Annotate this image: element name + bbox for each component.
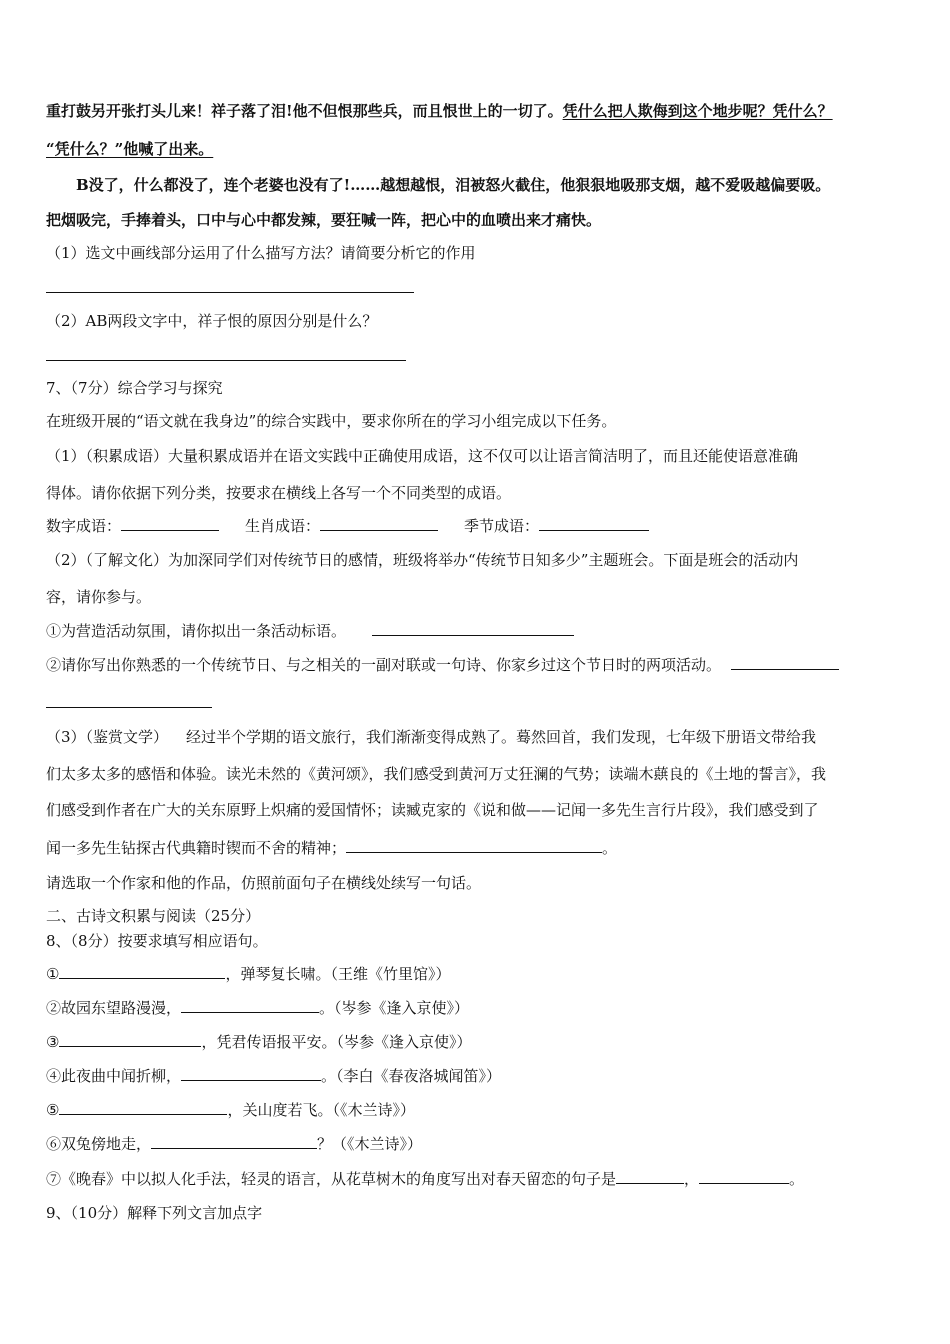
- q7-sub1-line-2: 得体。请你依据下列分类，按要求在横线上各写一个不同类型的成语。: [46, 484, 512, 502]
- q8-line-7: [46, 1169, 804, 1189]
- q8-line-4: [46, 1066, 501, 1086]
- q8-line-3: [46, 1032, 471, 1052]
- passage-p1-underlined: 凭什么把人欺侮到这个地步呢？凭什么？: [562, 102, 833, 120]
- q7-header: 7、（7分）综合学习与探究: [46, 379, 223, 397]
- section-2-header: 二、古诗文积累与阅读（25分）: [46, 907, 261, 925]
- q8-l7-mid: ，: [684, 1170, 700, 1188]
- q7-sub3-line-1: [46, 727, 816, 747]
- q8-l7-end: 。: [789, 1170, 805, 1188]
- q8-l4-pre: ④此夜曲中闻折柳，: [46, 1067, 182, 1085]
- festival-blank[interactable]: [731, 655, 839, 670]
- q8-l7-blank-2[interactable]: [699, 1169, 789, 1184]
- q7-sub3-label: （3）（鉴赏文学）: [46, 728, 169, 746]
- q6-sub1-answer-line[interactable]: [46, 292, 414, 293]
- q7-item-2-text: ②请你写出你熟悉的一个传统节日、与之相关的一副对联或一句诗、你家乡过这个节日时的两项活动。: [46, 656, 722, 674]
- q7-sub3-line-4-end: 。: [602, 839, 618, 857]
- q8-l4-post: 。（李白《春夜洛城闻笛》）: [321, 1067, 502, 1085]
- slogan-blank[interactable]: [372, 621, 574, 636]
- q8-l1-blank[interactable]: [59, 964, 225, 979]
- q7-item-1: [46, 621, 574, 641]
- idiom-zodiac-label: 生肖成语：: [245, 517, 321, 535]
- q6-sub2: （2）AB两段文字中，祥子恨的原因分别是什么？: [46, 312, 378, 330]
- q8-header: 8、（8分）按要求填写相应语句。: [46, 932, 268, 950]
- q8-l3-blank[interactable]: [59, 1032, 201, 1047]
- q8-l7-pre: ⑦《晚春》中以拟人化手法，轻灵的语言，从花草树木的角度写出对春天留恋的句子是: [46, 1170, 617, 1188]
- q8-l5-blank[interactable]: [59, 1100, 227, 1115]
- idiom-number-blank[interactable]: [121, 516, 219, 531]
- q8-l6-pre: ⑥双兔傍地走，: [46, 1135, 152, 1153]
- q8-l2-post: 。（岑参《逢入京使》）: [319, 999, 470, 1017]
- q7-item-1-text: ①为营造活动氛围，请你拟出一条活动标语。: [46, 622, 347, 640]
- q8-l6-post: ？（《木兰诗》）: [317, 1135, 423, 1153]
- imitation-blank[interactable]: [346, 838, 602, 853]
- q8-line-2: [46, 998, 469, 1018]
- q7-sub3-line-1-text: 经过半个学期的语文旅行，我们渐渐变得成熟了。蓦然回首，我们发现，七年级下册语文带给我: [186, 728, 817, 746]
- passage-p2-line-1: B没了，什么都没了，连个老婆也没有了!……越想越恨，泪被怒火截住，他狠狠地吸那支烟，越不爱吸越偏要吸。: [76, 176, 831, 194]
- passage-p2-line-2: 把烟吸完，手捧着头，口中与心中都发辣，要狂喊一阵，把心中的血喷出来才痛快。: [46, 211, 602, 229]
- idiom-season-blank[interactable]: [539, 516, 649, 531]
- q8-l4-blank[interactable]: [181, 1066, 321, 1081]
- q7-sub1-line-1: （1）（积累成语）大量积累成语并在语文实践中正确使用成语，这不仅可以让语言简洁明了，而且还能使语意准确: [46, 447, 799, 465]
- q7-item-2: [46, 655, 839, 675]
- q9-header: 9、（10分）解释下列文言加点字: [46, 1204, 263, 1222]
- q7-sub3-line-4-text: 闻一多先生钻探古代典籍时锲而不舍的精神；: [46, 839, 347, 857]
- passage-line-1: [46, 101, 833, 121]
- q8-line-5: [46, 1100, 415, 1120]
- q8-l7-blank-1[interactable]: [616, 1169, 684, 1184]
- q7-sub3-line-4: [46, 838, 617, 858]
- idiom-season-label: 季节成语：: [464, 517, 540, 535]
- q8-l5-num: ⑤: [46, 1101, 60, 1119]
- q8-line-6: [46, 1134, 422, 1154]
- q7-idiom-row: [46, 516, 649, 536]
- q8-l5-text: ，关山度若飞。（《木兰诗》）: [227, 1101, 415, 1119]
- q8-l3-text: ，凭君传语报平安。（岑参《逢入京使》）: [201, 1033, 472, 1051]
- q8-l1-text: ，弹琴复长啸。（王维《竹里馆》）: [225, 965, 451, 983]
- q7-sub3-line-3: 们感受到作者在广大的关东原野上炽痛的爱国情怀；读臧克家的《说和做——记闻一多先生言行片段》，我们感受到了: [46, 801, 819, 819]
- q8-l2-pre: ②故园东望路漫漫，: [46, 999, 182, 1017]
- q7-sub2-line-2: 容，请你参与。: [46, 588, 152, 606]
- idiom-zodiac-blank[interactable]: [320, 516, 438, 531]
- passage-line-2: “凭什么？”他喊了出来。: [46, 140, 214, 158]
- q6-sub2-answer-line[interactable]: [46, 360, 406, 361]
- q8-l6-blank[interactable]: [151, 1134, 317, 1149]
- q7-sub3-line-5: 请选取一个作家和他的作品，仿照前面句子在横线处续写一句话。: [46, 874, 482, 892]
- q8-line-1: [46, 964, 450, 984]
- q7-intro: 在班级开展的“语文就在我身边”的综合实践中，要求你所在的学习小组完成以下任务。: [46, 412, 617, 430]
- q7-sub3-line-2: 们太多太多的感悟和体验。读光未然的《黄河颂》，我们感受到黄河万丈狂澜的气势；读端木蕻良的《土地的誓言》，我: [46, 765, 827, 783]
- q7-sub2-line-1: （2）（了解文化）为加深同学们对传统节日的感情，班级将举办“传统节日知多少”主题班会。下面是班会的活动内: [46, 551, 799, 569]
- passage-p1-plain: 重打鼓另开张打头儿来！祥子落了泪!他不但恨那些兵，而且恨世上的一切了。: [46, 102, 563, 120]
- q8-l1-num: ①: [46, 965, 60, 983]
- festival-answer-line-2[interactable]: [46, 707, 212, 708]
- q6-sub1: （1）选文中画线部分运用了什么描写方法？请简要分析它的作用: [46, 244, 476, 262]
- idiom-number-label: 数字成语：: [46, 517, 122, 535]
- q8-l2-blank[interactable]: [181, 998, 319, 1013]
- q8-l3-num: ③: [46, 1033, 60, 1051]
